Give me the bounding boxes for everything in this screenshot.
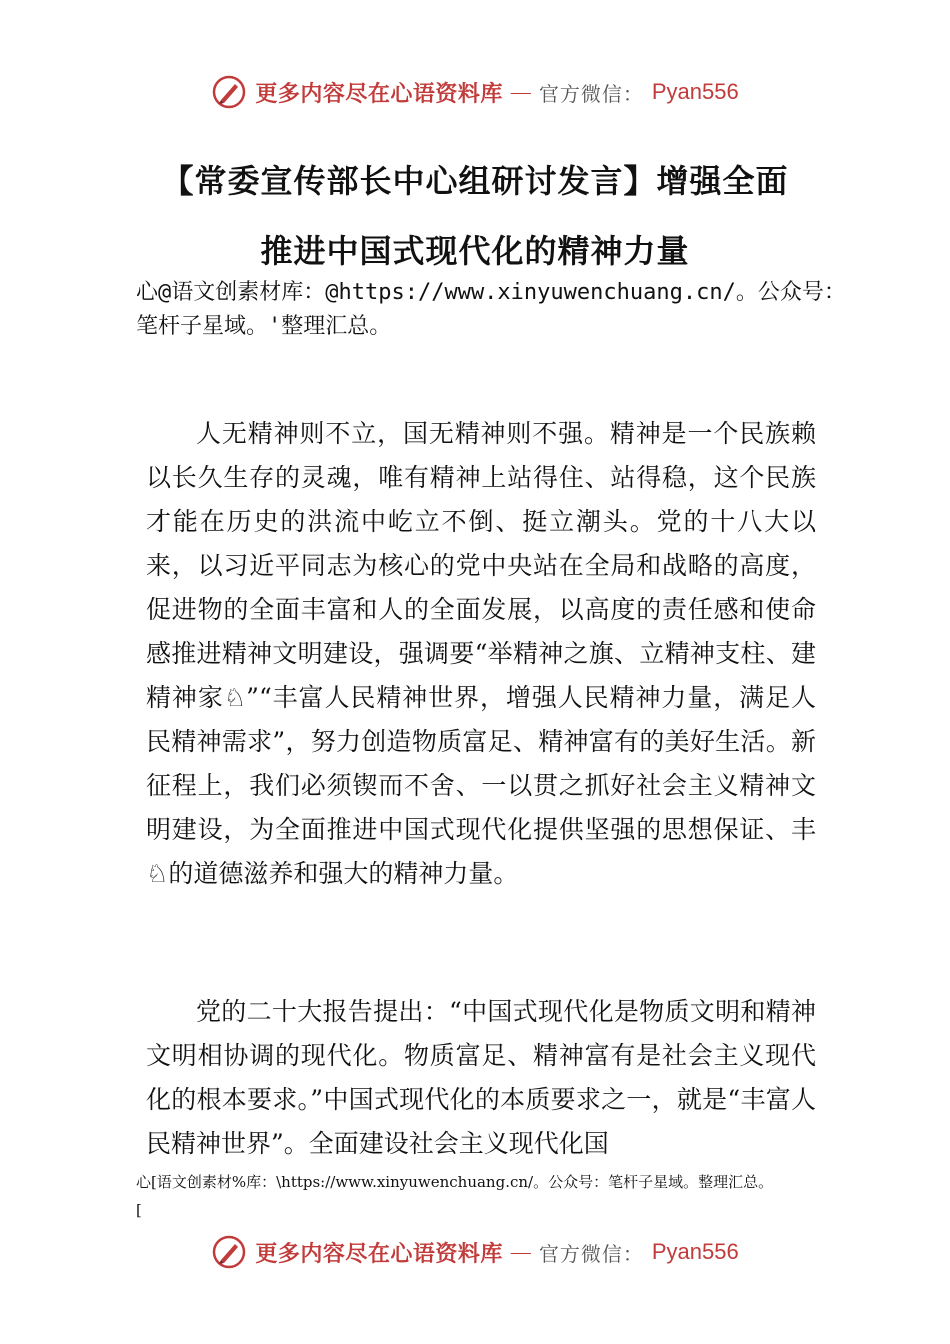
banner-dash: — (510, 80, 531, 103)
pen-logo-icon (211, 1234, 247, 1270)
banner-dash: — (510, 1240, 531, 1263)
pen-logo-icon (211, 74, 247, 110)
body-paragraph-1: 人无精神则不立，国无精神则不强。精神是一个民族赖以长久生存的灵魂，唯有精神上站得住、站得稳，这个民族才能在历史的洪流中屹立不倒、挺立潮头。党的十八大以来，以习近平同志为核心的党中央站在全局和战略的高度，促进物的全面丰富和人的全面发展，以高度的责任感和使命感推进精神文明建设，强调要“举精神之旗、立精神支柱、建精神家♘”“丰富人民精神世界，增强人民精神力量，满足人民精神需求”，努力创造物质富足、精神富有的美好生活。新征程上，我们必须锲而不舍、一以贯之抓好社会主义精神文明建设，为全面推进中国式现代化提供坚强的思想保证、丰♘的道德滋养和强大的精神力量。 (146, 419, 816, 888)
banner-text: 更多内容尽在心语资料库 (255, 80, 503, 106)
banner-text: 更多内容尽在心语资料库 (255, 1240, 503, 1266)
document-title-line-2: 推进中国式现代化的精神力量 (260, 232, 690, 270)
document-title-line-1: 【常委宣传部长中心组研讨发言】增强全面 (161, 162, 789, 200)
body-paragraph-2: 党的二十大报告提出：“中国式现代化是物质文明和精神文明相协调的现代化。物质富足、精神富有是社会主义现代化的根本要求。”中国式现代化的本质要求之一，就是“丰富人民精神世界”。全面建设社会主义现代化国 (146, 997, 816, 1158)
banner-wechat-id: Pyan556 (651, 79, 739, 104)
header-banner (0, 72, 950, 112)
page-footnote (136, 1168, 848, 1224)
footnote-line-2: [ (136, 1201, 142, 1219)
banner-wechat-label: 官方微信： (538, 1243, 644, 1266)
source-note: 心@语文创素材库：@https://www.xinyuwenchuang.cn/。公众号：笔杆子星域。'整理汇总。 (136, 280, 846, 339)
banner-wechat-label: 官方微信： (538, 83, 644, 106)
footer-banner (0, 1232, 950, 1272)
banner-wechat-id: Pyan556 (651, 1239, 739, 1264)
footnote-line-1: 心[语文创素材%库：\https://www.xinyuwenchuang.cn/。公众号：笔杆子星域。整理汇总。 (136, 1173, 774, 1191)
